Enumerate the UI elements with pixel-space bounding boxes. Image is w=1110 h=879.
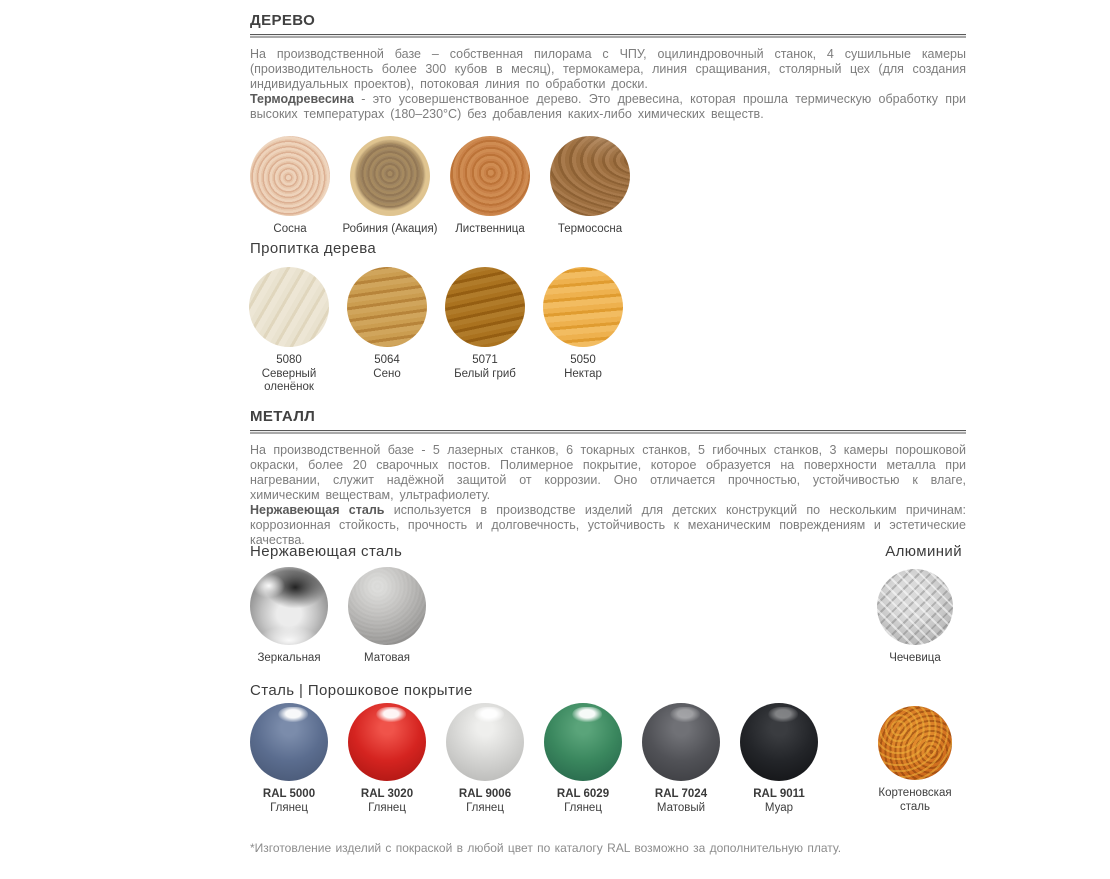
tint-5050-label: [564, 354, 602, 381]
matte-steel-label: Матовая: [364, 652, 410, 664]
stainless-sample-matte: [338, 567, 436, 666]
ral-6029-swatch: [544, 703, 622, 781]
stainless-row: [240, 567, 964, 666]
ral-7024-swatch: [642, 703, 720, 781]
tint-5064-swatch: [347, 267, 427, 347]
metal-section-title: МЕТАЛЛ: [250, 408, 316, 425]
checker-plate-swatch: [877, 569, 953, 645]
tint-5050-code: 5050: [570, 354, 596, 366]
tint-5080-code: 5080: [276, 354, 302, 366]
propitka-sample-5050: [534, 267, 632, 395]
footer-note: *Изготовление изделий с покраской в любой цвет по каталогу RAL возможно за дополнительную плату.: [250, 841, 842, 855]
wood-section-divider: [250, 34, 966, 38]
ral-5000-swatch: [250, 703, 328, 781]
robinia-wood-swatch: [350, 136, 430, 216]
corten-steel-swatch: [878, 706, 952, 780]
ral-3020-swatch: [348, 703, 426, 781]
checker-plate-label: Чечевица: [889, 652, 941, 664]
tint-5071-label: [454, 354, 516, 381]
ral-7024-label: [655, 788, 707, 815]
propitka-sample-5071: [436, 267, 534, 395]
ral-3020-label: [361, 788, 413, 815]
stainless-sample-mirror: [240, 567, 338, 666]
tint-5071-name: Белый гриб: [454, 367, 516, 380]
propitka-title: Пропитка дерева: [250, 240, 377, 257]
wood-species-row: [240, 136, 640, 237]
tint-5064-name: Сено: [373, 367, 401, 380]
ral-9006-label: [459, 788, 511, 815]
tint-5080-swatch: [249, 267, 329, 347]
tint-5071-swatch: [445, 267, 525, 347]
ral-9006-finish: Глянец: [466, 801, 504, 814]
stainless-text: используется в производстве изделий для детских конструкций по нескольким причинам: коррозионная стойкость, прочность и долговечность, устойчивость к механическим повреждениям и эстетические качества.: [250, 503, 966, 547]
ral-3020-code: RAL 3020: [360, 788, 414, 800]
wood-sample-robinia: [340, 136, 440, 237]
mirror-steel-label: Зеркальная: [257, 652, 321, 664]
wood-intro-paragraph: На производственной базе – собственная пилорама с ЧПУ, оцилиндровочный станок, 4 сушильные камеры (производительность более 300 кубов в месяц), термокамера, линия сращивания, столярный цех (для создания индивидуальных проектов), потоковая линия по обработки доски.: [250, 47, 966, 91]
powder-sample-ral6029: [534, 703, 632, 815]
ral-6029-label: [557, 788, 609, 815]
thermowood-lead: Термодревесина: [250, 92, 354, 106]
thermopine-label: Термососна: [557, 223, 623, 235]
stainless-paragraph: [250, 503, 966, 548]
powder-sample-ral3020: [338, 703, 436, 815]
ral-9006-code: RAL 9006: [458, 788, 512, 800]
powder-sample-ral5000: [240, 703, 338, 815]
aluminum-sample: [866, 567, 964, 666]
ral-6029-code: RAL 6029: [556, 788, 610, 800]
tint-5080-label: [240, 354, 338, 395]
powder-row: [240, 703, 964, 815]
ral-5000-code: RAL 5000: [262, 788, 316, 800]
larch-label: Лиственница: [455, 223, 525, 235]
aluminum-title: Алюминий: [885, 543, 962, 560]
propitka-sample-5080: [240, 267, 338, 395]
ral-9011-code: RAL 9011: [753, 788, 805, 800]
ral-5000-label: [263, 788, 315, 815]
tint-5064-code: 5064: [374, 354, 400, 366]
stainless-lead: Нержавеющая сталь: [250, 503, 385, 517]
larch-wood-swatch: [450, 136, 530, 216]
propitka-row: [240, 267, 632, 395]
stainless-title: Нержавеющая сталь: [250, 543, 403, 560]
powder-sample-ral9006: [436, 703, 534, 815]
wood-section-title: ДЕРЕВО: [250, 12, 316, 29]
wood-sample-thermopine: [540, 136, 640, 237]
tint-5050-swatch: [543, 267, 623, 347]
tint-5071-code: 5071: [472, 354, 498, 366]
tint-5080-name: Северный оленёнок: [261, 367, 317, 393]
robinia-label: Робиния (Акация): [342, 223, 438, 235]
sosna-wood-swatch: [250, 136, 330, 216]
propitka-sample-5064: [338, 267, 436, 395]
thermowood-paragraph: [250, 92, 966, 122]
tint-5064-label: [373, 354, 400, 381]
ral-9006-swatch: [446, 703, 524, 781]
powder-sample-corten: [866, 703, 964, 815]
metal-intro-paragraph: На производственной базе - 5 лазерных станков, 6 токарных станков, 5 гибочных станков, 3 камеры порошковой окраски, более 20 сварочных постов. Полимерное покрытие, которое образуется на поверхности металла при нагревании, служит надёжной защитой от коррозии. Оно отличается прочностью, устойчивостью к влаге, химическим веществам, ультрафиолету.: [250, 443, 966, 502]
metal-subsection-titles: [250, 543, 962, 560]
ral-9011-finish: Муар: [764, 801, 794, 814]
powder-sample-ral7024: [632, 703, 730, 815]
thermowood-text: - это усовершенствованное дерево. Это древесина, которая прошла термическую обработку при высоких температурах (180–230°С) без добавления каких-либо химических веществ.: [250, 92, 966, 121]
ral-6029-finish: Глянец: [564, 801, 602, 814]
wood-sample-larch: [440, 136, 540, 237]
wood-sample-sosna: [240, 136, 340, 237]
ral-7024-code: RAL 7024: [654, 788, 708, 800]
ral-9011-swatch: [740, 703, 818, 781]
metal-section-divider: [250, 430, 966, 434]
powder-title: Сталь | Порошковое покрытие: [250, 682, 473, 699]
ral-5000-finish: Глянец: [270, 801, 308, 814]
sosna-label: Сосна: [273, 223, 307, 235]
thermopine-wood-swatch: [550, 136, 630, 216]
corten-steel-label: Кортеновская сталь: [878, 787, 952, 813]
ral-7024-finish: Матовый: [656, 801, 706, 814]
matte-steel-swatch: [348, 567, 426, 645]
powder-sample-ral9011: [730, 703, 828, 815]
ral-3020-finish: Глянец: [368, 801, 406, 814]
wood-section: [250, 12, 966, 122]
tint-5050-name: Нектар: [564, 367, 602, 380]
mirror-steel-swatch: [250, 567, 328, 645]
metal-section: [250, 408, 966, 548]
ral-9011-label: [753, 788, 805, 815]
